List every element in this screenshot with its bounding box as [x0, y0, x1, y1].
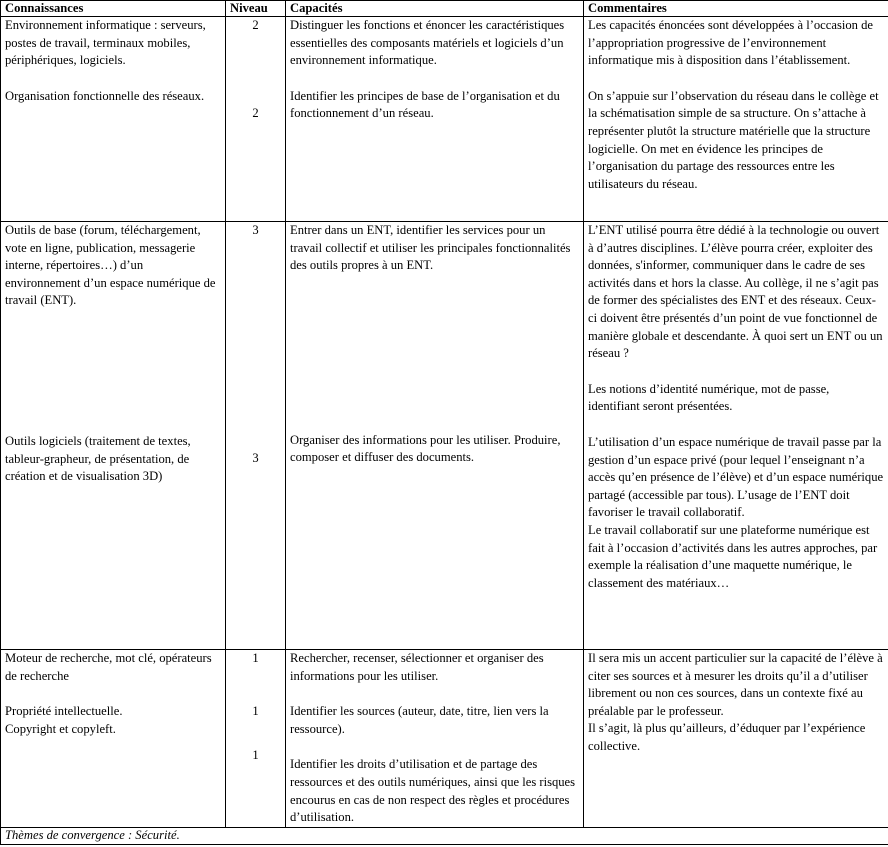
niveau-value: 1 [252, 651, 259, 665]
niveau-value: 2 [252, 18, 259, 32]
niveau-value: 3 [252, 223, 259, 237]
capacite-item: Distinguer les fonctions et énoncer les caractéristiques essentielles des composants matériels et logiciels d’un environnement informatique. [290, 18, 565, 68]
connaissance-item: Outils logiciels (traitement de textes, tableur-grapheur, de présentation, de création et de visualisation 3D) [5, 433, 191, 484]
connaissances-cell [1, 17, 226, 222]
capacite-item: Organiser des informations pour les utiliser. Produire, composer et diffuser des documents. [290, 432, 561, 465]
table-row [1, 650, 888, 828]
footer-row [1, 827, 888, 844]
connaissances-cell [1, 222, 226, 650]
capacites-cell [286, 222, 584, 650]
commentaire-item: Les capacités énoncées sont développées à l’occasion de l’appropriation progressive de l’environnement informatique mis à disposition dans l’établissement. [588, 18, 873, 68]
capacite-item: Entrer dans un ENT, identifier les services pour un travail collectif et utiliser les principales fonctionnalités des outils propres à un ENT. [290, 223, 571, 273]
commentaire-item: L’utilisation d’un espace numérique de travail passe par la gestion d’un espace privé (pour lequel l’enseignant n’a accès qu’en présence de l’élève) et d’un espace numérique partagé (accessible par tous). L’usage de l’ENT doit favoriser le travail collaboratif. Le travail collaboratif sur une plateforme numérique est fait à l’occasion d’activités dans les autres approches, par exemple la réalisation d’une maquette numérique, le classement des matériaux… [588, 434, 884, 590]
capacite-item: Identifier les droits d’utilisation et de partage des ressources et des outils numériques, ainsi que les risques encourus en cas de non respect des règles et procédures d’utilisation. [290, 757, 576, 825]
commentaire-item: L’ENT utilisé pourra être dédié à la technologie ou ouvert à d’autres disciplines. L’élève pourra créer, exploiter des données, s'informer, communiquer dans le cadre de ses activités dans et hors la classe. Au collège, il ne s’agit pas de former des spécialistes des ENT et des réseaux. Ceux-ci doivent être présentés d’un point de vue fonctionnel de manière globale et descendante. À quoi sert un ENT ou un réseau ? [588, 223, 883, 361]
connaissance-item: Environnement informatique : serveurs, postes de travail, terminaux mobiles, périphériques, logiciels. [5, 18, 206, 68]
commentaires-cell [584, 650, 888, 828]
capacite-item: Identifier les principes de base de l’organisation et du fonctionnement d’un réseau. [290, 88, 560, 121]
commentaire-item: Les notions d’identité numérique, mot de passe, identifiant seront présentées. [588, 381, 830, 414]
table-row [1, 17, 888, 222]
header-row [1, 1, 888, 17]
connaissance-item: Outils de base (forum, téléchargement, vote en ligne, publication, messagerie interne, répertoires…) d’un environnement d’un espace numérique de travail (ENT). [5, 223, 216, 308]
niveau-value: 1 [252, 748, 259, 763]
connaissance-item: Organisation fonctionnelle des réseaux. [5, 88, 205, 103]
niveau-cell [226, 650, 286, 828]
niveau-value: 3 [252, 450, 259, 465]
connaissances-cell [1, 650, 226, 828]
header-capacites: Capacités [286, 1, 584, 17]
connaissance-item: Moteur de recherche, mot clé, opérateurs de recherche [5, 651, 212, 683]
table-row [1, 222, 888, 650]
capacite-item: Identifier les sources (auteur, date, titre, lien vers la ressource). [290, 704, 549, 736]
capacites-cell [286, 17, 584, 222]
commentaires-cell [584, 17, 888, 222]
capacite-item: Rechercher, recenser, sélectionner et organiser des informations pour les utiliser. [290, 651, 544, 683]
header-commentaires: Commentaires [584, 1, 888, 17]
capacites-cell [286, 650, 584, 828]
connaissance-item: Propriété intellectuelle. Copyright et copyleft. [5, 704, 123, 736]
commentaires-cell [584, 222, 888, 650]
header-niveau: Niveau [226, 1, 286, 17]
niveau-value: 1 [252, 703, 259, 718]
commentaire-item: Il sera mis un accent particulier sur la capacité de l’élève à citer ses sources et à mesurer les droits qu’il a d’utiliser librement ou non ces sources, dans un contexte fixé au préalable par le professeur. Il s’agit, là plus qu’ailleurs, d’éduquer par l’expérience collective. [588, 651, 883, 753]
niveau-cell [226, 222, 286, 650]
niveau-value: 2 [252, 105, 259, 120]
niveau-cell [226, 17, 286, 222]
commentaire-item: On s’appuie sur l’observation du réseau dans le collège et la schématisation simple de sa structure. On s’attache à représenter plutôt la structure matérielle que la structure logicielle. On met en évidence les principes de l’organisation du partage des ressources entre les utilisateurs du réseau. [588, 88, 879, 191]
convergence-themes: Thèmes de convergence : Sécurité. [1, 827, 888, 844]
header-connaissances: Connaissances [1, 1, 226, 17]
